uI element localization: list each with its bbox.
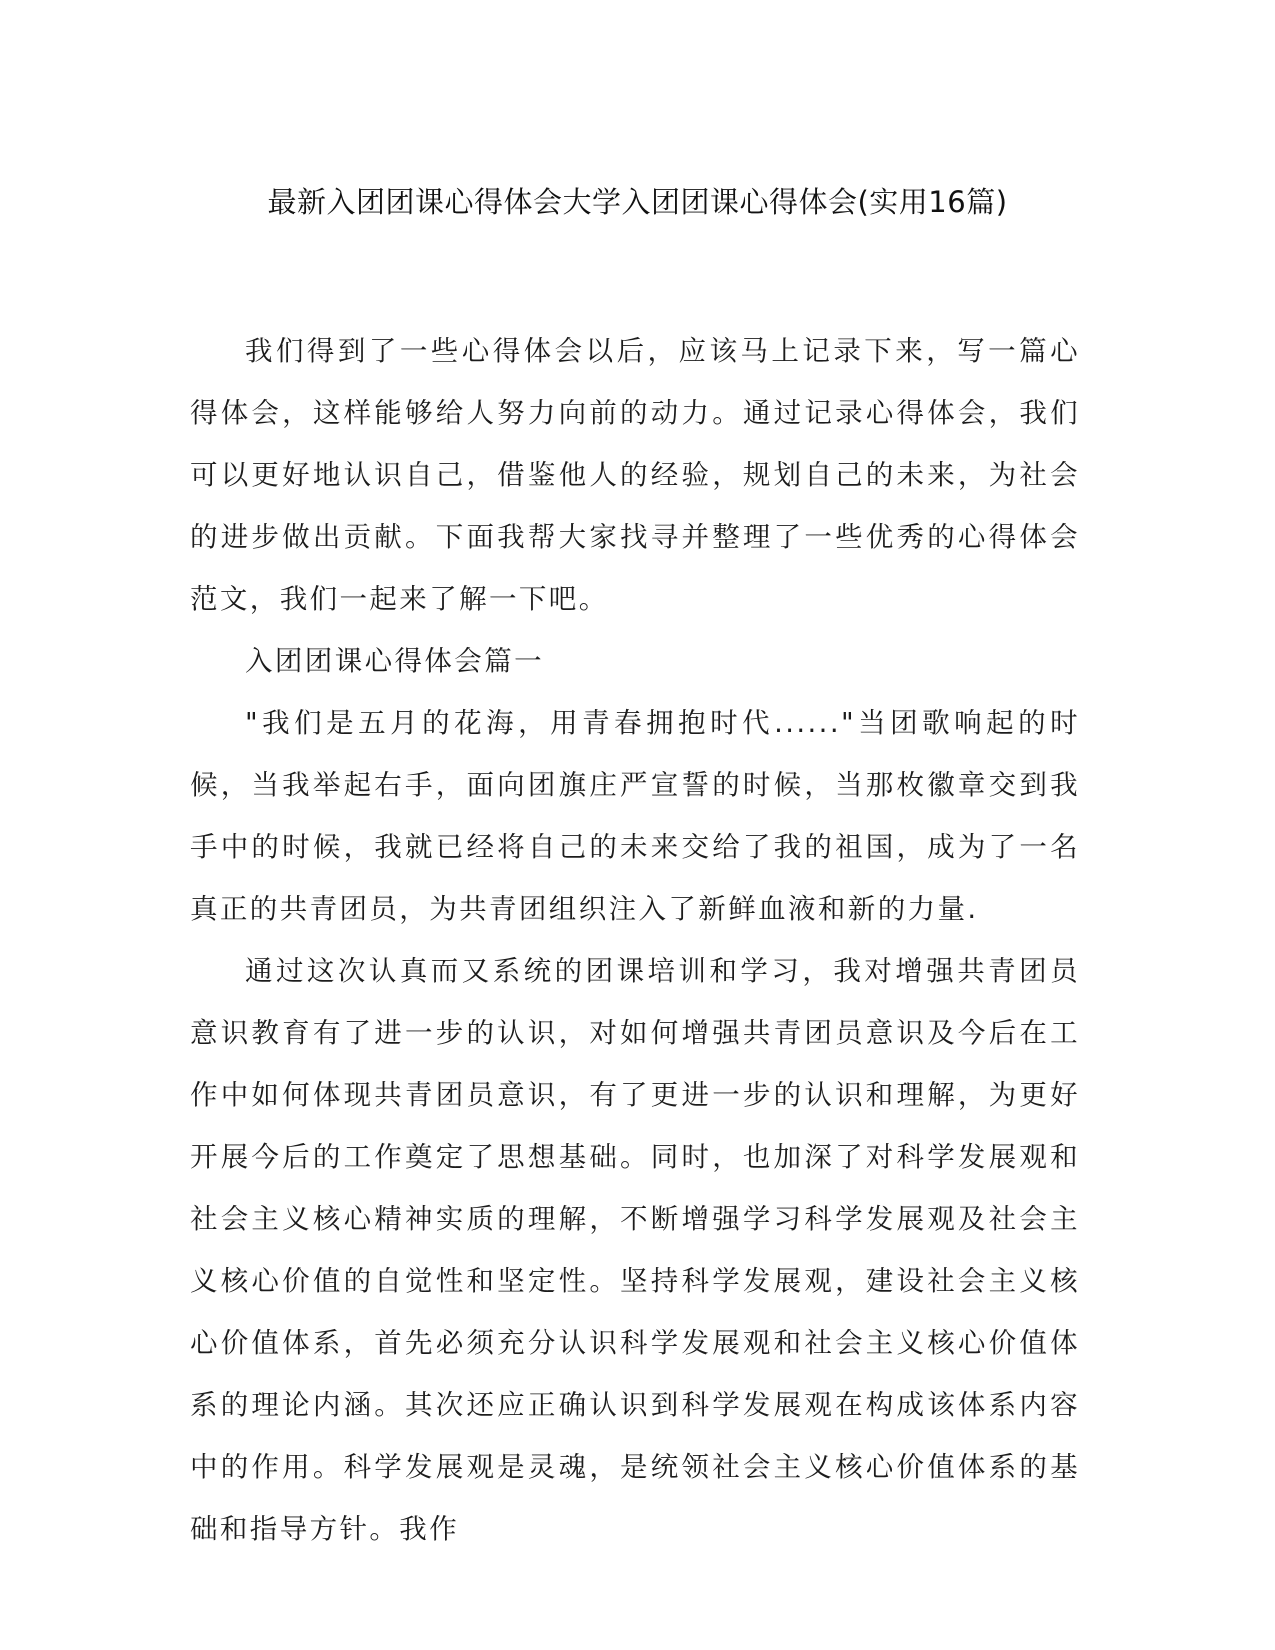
body-paragraph: 通过这次认真而又系统的团课培训和学习，我对增强共青团员意识教育有了进一步的认识，对如何增强共青团员意识及今后在工作中如何体现共青团员意识，有了更进一步的认识和理解，为更好开展今后的工作奠定了思想基础。同时，也加深了对科学发展观和社会主义核心精神实质的理解，不断增强学习科学发展观及社会主义核心价值的自觉性和坚定性。坚持科学发展观，建设社会主义核心价值体系，首先必须充分认识科学发展观和社会主义核心价值体系的理论内涵。其次还应正确认识到科学发展观在构成该体系内容中的作用。科学发展观是灵魂，是统领社会主义核心价值体系的基础和指导方针。我作: [190, 955, 1080, 1545]
document-body: [190, 320, 1080, 1560]
intro-paragraph: 我们得到了一些心得体会以后，应该马上记录下来，写一篇心得体会，这样能够给人努力向前的动力。通过记录心得体会，我们可以更好地认识自己，借鉴他人的经验，规划自己的未来，为社会的进步做出贡献。下面我帮大家找寻并整理了一些优秀的心得体会范文，我们一起来了解一下吧。: [190, 335, 1080, 615]
section-heading: 入团团课心得体会篇一: [245, 645, 544, 677]
document-title: 最新入团团课心得体会大学入团团课心得体会(实用16篇): [267, 185, 1008, 219]
body-paragraph: "我们是五月的花海，用青春拥抱时代......"当团歌响起的时候，当我举起右手，面向团旗庄严宣誓的时候，当那枚徽章交到我手中的时候，我就已经将自己的未来交给了我的祖国，成为了一名真正的共青团员，为共青团组织注入了新鲜血液和新的力量.: [190, 707, 1080, 925]
